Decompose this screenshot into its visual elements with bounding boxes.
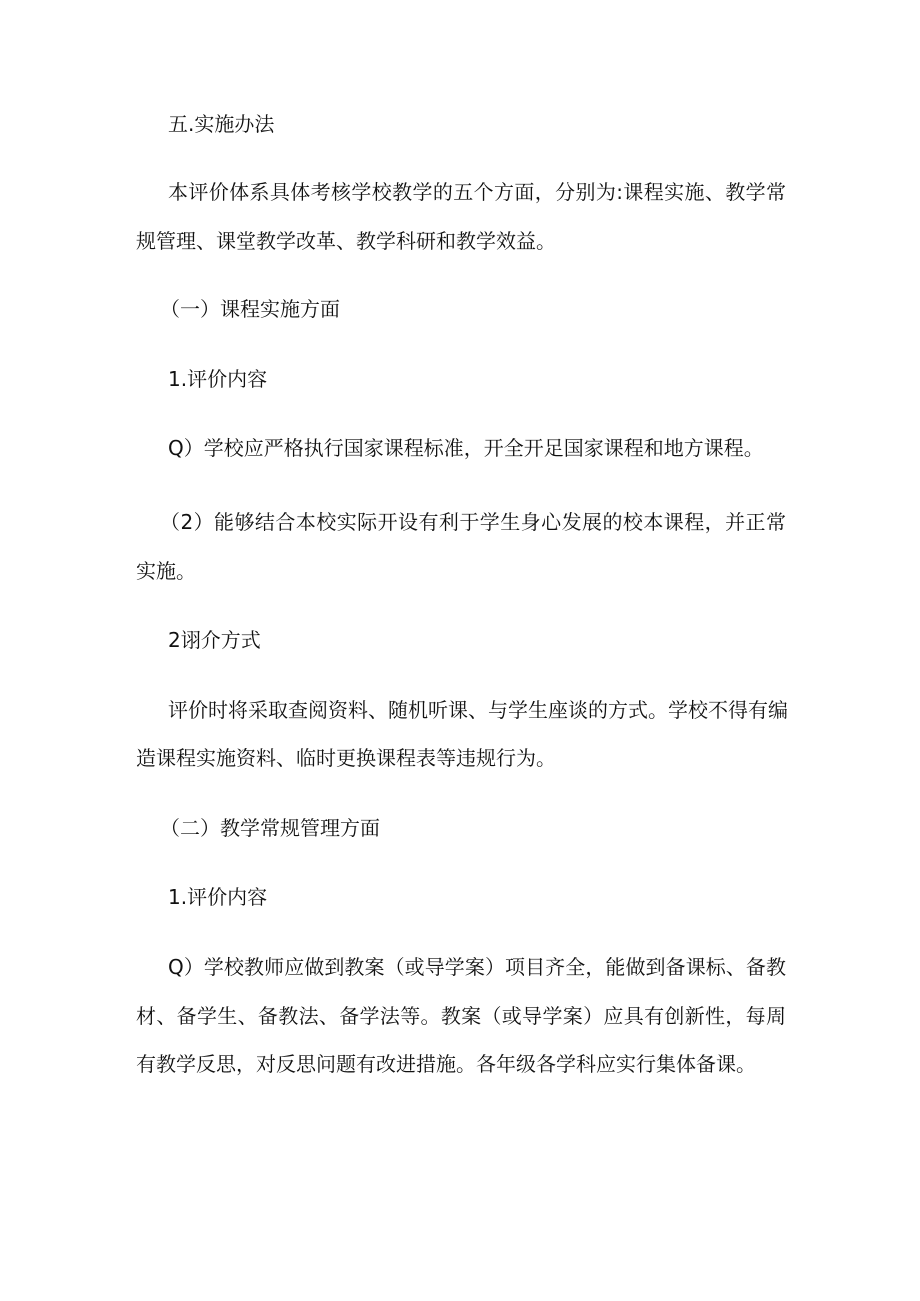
part1-heading: （一）课程实施方面 <box>160 297 340 321</box>
part2-item-1-line-3: 有教学反思，对反思问题有改进措施。各年级各学科应实行集体备课。 <box>136 1052 756 1076</box>
part1-item-2-line-2: 实施。 <box>136 559 196 583</box>
part1-subheading-method: 2诩介方式 <box>168 628 261 652</box>
intro-line-1: 本评价体系具体考核学校教学的五个方面，分别为:课程实施、教学常 <box>168 180 786 204</box>
part1-item-1: Q）学校应严格执行国家课程标准，开全开足国家课程和地方课程。 <box>168 436 764 460</box>
part2-subheading-content: 1.评价内容 <box>168 885 268 909</box>
part1-item-2-line-1: （2）能够结合本校实际开设有利于学生身心发展的校本课程，并正常 <box>160 510 786 534</box>
part2-heading: （二）教学常规管理方面 <box>160 816 380 840</box>
intro-line-2: 规管理、课堂教学改革、教学科研和教学效益。 <box>136 229 556 253</box>
part1-method-line-2: 造课程实施资料、临时更换课程表等违规行为。 <box>136 746 556 770</box>
part2-item-1-line-1: Q）学校教师应做到教案（或导学案）项目齐全，能做到备课标、备教 <box>168 955 786 979</box>
section-heading: 五.实施办法 <box>168 112 275 136</box>
part2-item-1-line-2: 材、备学生、备教法、备学法等。教案（或导学案）应具有创新性，每周 <box>136 1004 786 1028</box>
part1-subheading-content: 1.评价内容 <box>168 367 268 391</box>
part1-method-line-1: 评价时将采取查阅资料、随机听课、与学生座谈的方式。学校不得有编 <box>168 698 788 722</box>
